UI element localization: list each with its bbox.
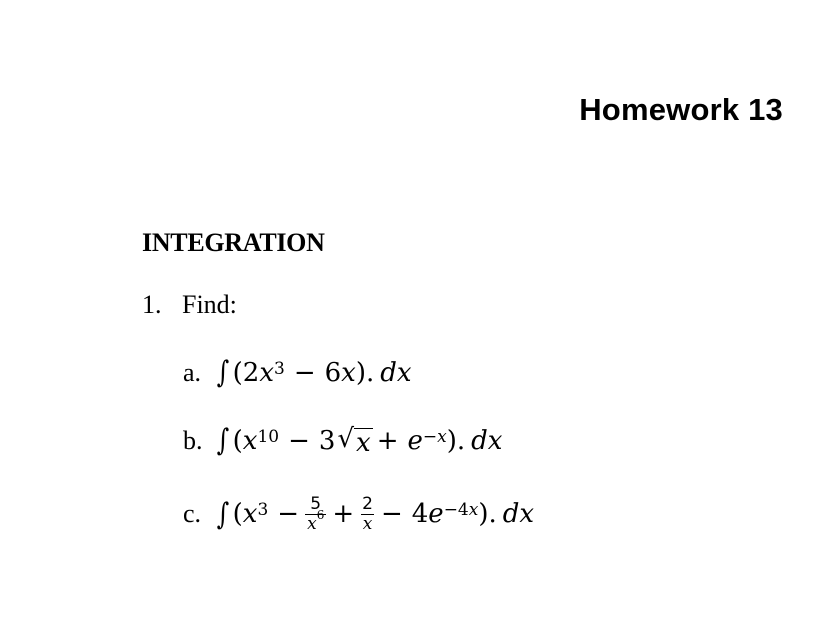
integral-sign-icon: ∫ — [216, 496, 230, 532]
integral-expression-c: ∫ ( x $^3$ − $\frac{5}{x^6}$ + $\frac{2}{x}$ − 4 e $^{-4x}$ ). dx — [216, 494, 535, 534]
item-marker: b. — [183, 425, 203, 455]
section-heading: INTEGRATION — [142, 228, 325, 257]
question-prompt: Find: — [182, 290, 237, 319]
square-root: √ x — [337, 423, 371, 458]
question-1 — [142, 290, 237, 320]
integral-expression-a: ∫ (2 x $^3$ − 6 x ). dx — [216, 355, 412, 390]
item-a — [183, 355, 412, 390]
question-number: 1. — [142, 290, 162, 319]
integral-sign-icon: ∫ — [216, 355, 230, 390]
item-b — [183, 423, 502, 458]
item-marker: a. — [183, 357, 202, 387]
homework-title: Homework 13 — [579, 92, 783, 127]
integral-expression-b: ∫ ( x $^{10}$ − 3 √ x + e $^{-x}$ ). dx — [216, 423, 503, 458]
fraction-2-over-x: $\frac{2}{x}$ — [362, 494, 373, 534]
item-c — [183, 495, 534, 533]
item-marker: c. — [183, 499, 202, 529]
integral-sign-icon: ∫ — [216, 423, 230, 458]
fraction-5-over-x6: $\frac{5}{x^6}$ — [307, 494, 325, 534]
